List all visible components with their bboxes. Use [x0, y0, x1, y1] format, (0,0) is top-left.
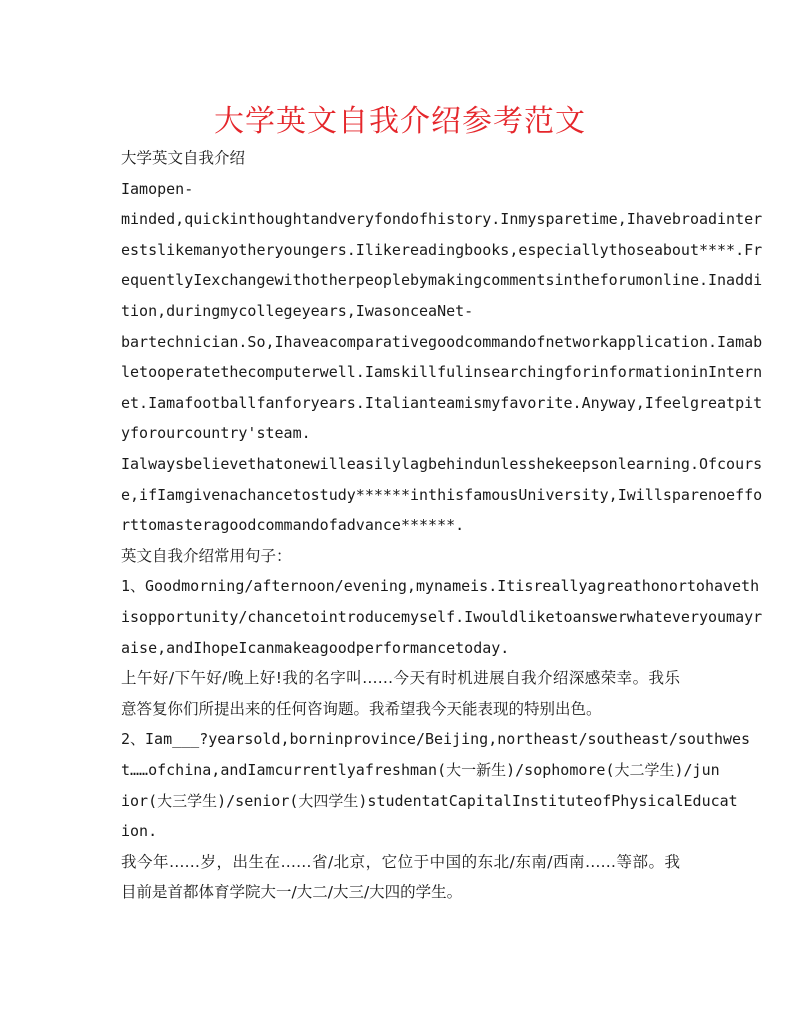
- document-line: 1、Goodmorning/afternoon/evening,mynameis.Itisreallyagreathonortohaveth: [121, 577, 760, 596]
- document-line: yforourcountry'steam.: [121, 424, 311, 443]
- document-line: 英文自我介绍常用句子：: [121, 546, 292, 565]
- document-line: aise,andIhopeIcanmakeagoodperformancetoday.: [121, 638, 510, 657]
- document-line: rttomasteragoodcommandofadvance******.: [121, 516, 465, 535]
- document-line: 意答复你们所提出来的任何咨询题。我希望我今天能表现的特别出色。: [121, 699, 602, 718]
- document-line: ion.: [121, 822, 158, 841]
- document-line: 2、Iam___?yearsold,borninprovince/Beijing,northeast/southeast/southwes: [121, 730, 751, 749]
- document-line: ior(大三学生)/senior(大四学生)studentatCapitalInstituteofPhysicalEducat: [121, 791, 738, 810]
- document-line: letooperatethecomputerwell.IamskillfulinsearchingforinformationinIntern: [121, 363, 763, 382]
- document-line: tion,duringmycollegeyears,IwasonceaNet-: [121, 302, 474, 320]
- document-line: e,ifIamgivenachancetostudy******inthisfamousUniversity,Iwillsparenoeffo: [121, 485, 763, 504]
- document-line: estslikemanyotheryoungers.Ilikereadingbooks,especiallythoseabout****.Fr: [121, 240, 763, 259]
- document-line: bartechnician.So,Ihaveacomparativegoodcommandofnetworkapplication.Iamab: [121, 332, 763, 351]
- document-line: equentlyIexchangewithotherpeoplebymakingcommentsintheforumonline.Inaddi: [121, 271, 763, 290]
- document-line: 我今年……岁，出生在……省/北京，它位于中国的东北/东南/西南……等部。我: [121, 852, 680, 871]
- document-line: Ialwaysbelievethatonewilleasilylagbehindunlesshekeepsonlearning.Ofcours: [121, 455, 763, 473]
- document-line: t……ofchina,andIamcurrentlyafreshman(大一新生)/sophomore(大二学生)/jun: [121, 761, 720, 779]
- document-line: 上午好/下午好/晚上好!我的名字叫……今天有时机进展自我介绍深感荣幸。我乐: [121, 669, 680, 688]
- document-line: minded,quickinthoughtandveryfondofhistory.Inmysparetime,Ihavebroadinter: [121, 210, 763, 229]
- document-line: 大学英文自我介绍: [121, 149, 246, 167]
- document-title: 大学英文自我介绍参考范文: [214, 104, 586, 139]
- document-line: et.Iamafootballfanforyears.Italianteamismyfavorite.Anyway,Ifeelgreatpit: [121, 393, 763, 412]
- document-line: 目前是首都体育学院大一/大二/大三/大四的学生。: [121, 883, 463, 902]
- document-line: isopportunity/chancetointroducemyself.Iwouldliketoanswerwhateveryoumayr: [121, 608, 763, 626]
- document-line: Iamopen-: [121, 179, 194, 198]
